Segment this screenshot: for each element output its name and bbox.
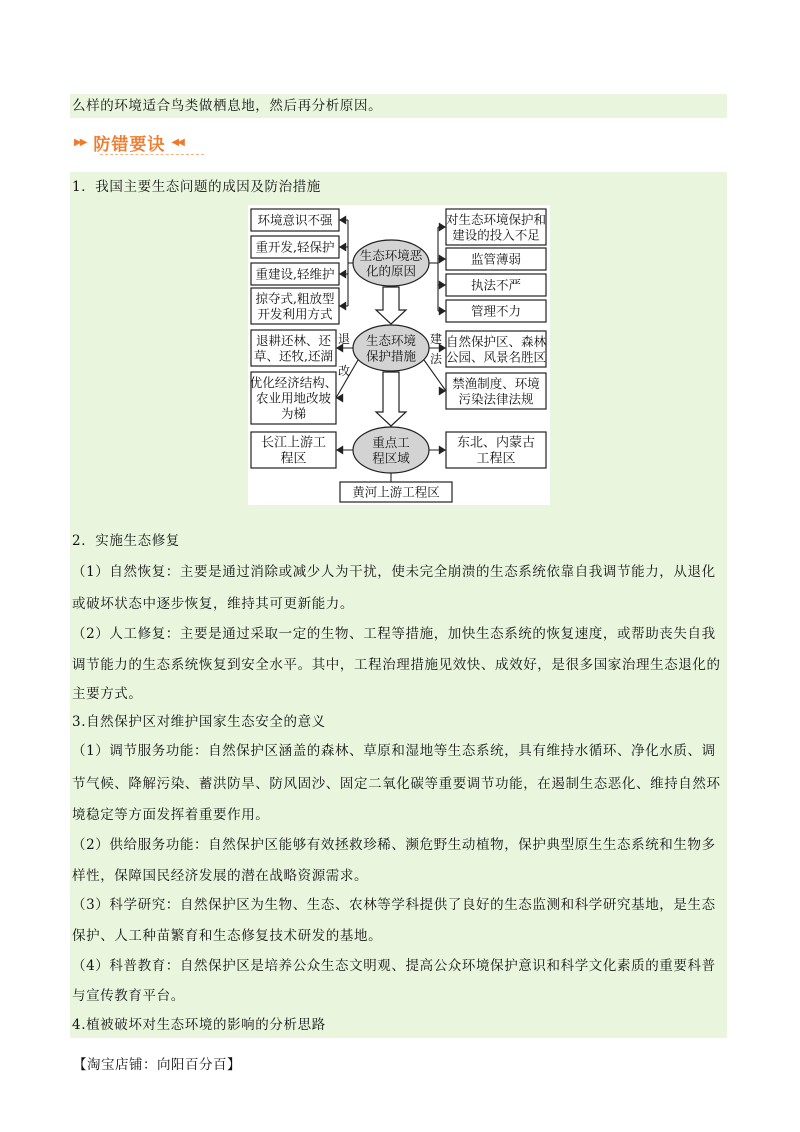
diagram-right-box-text: 建设的投入不足 [452,227,540,243]
diagram-ellipse-text: 保护措施 [365,348,417,364]
diagram-arrow-label: 建 [429,332,443,346]
diagram-right-box-text: 自然保护区、森林 [445,333,547,349]
diagram-left-box-text: 优化经济结构、 [249,375,338,390]
paragraph-line: 样性，保障国民经济发展的潜在战略资源需求。 [72,868,369,884]
section-title-1: 1．我国主要生态问题的成因及防治措施 [72,179,321,195]
diagram-right-box-text: 执法不严 [470,277,522,293]
diagram-right-box-text: 监管薄弱 [470,251,522,267]
diagram-left-box-text: 农业用地改坡 [255,390,332,406]
diagram-arrowhead [339,270,346,279]
section-title-3: 3.自然保护区对维护国家生态安全的意义 [72,714,326,730]
diagram-arrowhead [439,281,446,290]
diagram-left-box-text: 草、还牧,还湖 [254,348,333,364]
paragraph-line: （1）调节服务功能：自然保护区涵盖的森林、草原和湿地等生态系统，具有维持水循环、净化水质、调 [72,743,716,759]
diagram-arrow-label: 退 [337,332,351,346]
diagram-ellipse-text: 生态环境恶 [359,247,423,263]
diagram-left-box-text: 程区 [280,451,307,467]
paragraph-line: （2）人工修复：主要是通过采取一定的生物、工程等措施，加快生态系统的恢复速度，或帮助丧失自我 [72,626,716,642]
diagram-arrowhead [439,387,446,396]
diagram-arrowhead [439,223,446,232]
paragraph-line: （4）科普教育：自然保护区是培养公众生态文明观、提高公众环境保护意识和科学文化素质的重要科普 [72,958,716,974]
diagram-ellipse-text: 化的原因 [365,263,417,279]
diagram-arrowhead [336,394,343,403]
diagram-left-box-text: 重开发,轻保护 [255,239,335,255]
diagram-down-arrow [376,287,406,324]
paragraph-line: 节气候、降解污染、蓄洪防旱、防风固沙、固定二氧化碳等重要调节功能，在遏制生态恶化、维持自然环 [72,776,721,792]
diagram-ellipse-text: 生态环境 [365,332,417,348]
paragraph-line: 与宣传教育平台。 [72,988,185,1004]
diagram-ellipse-text: 程区域 [372,450,410,466]
paragraph-line: 主要方式。 [72,686,143,702]
section-title-2: 2．实施生态修复 [72,533,180,549]
diagram-down-arrow [376,372,406,426]
double-triangle-left-icon: ◀◀ [171,136,183,148]
diagram-svg [248,205,550,505]
paragraph-line: 调节能力的生态系统恢复到安全水平。其中，工程治理措施见效快、成效好，是很多国家治理生态退化的 [72,657,721,673]
diagram-arrowhead [439,446,446,455]
paragraph-line: （3）科学研究：自然保护区为生物、生态、农林等学科提供了良好的生态监测和科学研究基地，是生态 [72,897,716,913]
diagram-arrowhead [439,307,446,316]
paragraph-line: 保护、人工种苗繁育和生态修复技术研发的基地。 [72,928,383,944]
diagram-right-box-text: 对生态环境保护和 [445,211,547,227]
footer-shop-label: 【淘宝店铺：向阳百分百】 [73,1057,241,1073]
diagram-left-box-text: 退耕还林、还 [255,332,332,348]
diagram-arrowhead [339,216,346,225]
diagram-right-box-text: 禁渔制度、环境 [452,375,540,391]
diagram-left-box-text: 为梯 [280,406,307,421]
heading-underline [100,154,204,155]
diagram-left-box-text: 长江上游工 [260,435,327,451]
diagram-arrowhead [339,302,346,311]
diagram-left-box-text: 开发利用方式 [257,306,333,322]
section-heading [74,129,183,155]
double-triangle-right-icon: ▶▶ [74,136,86,148]
diagram-right-box-text: 东北、内蒙古 [456,435,536,451]
diagram-arrow-label: 法 [429,352,443,366]
diagram-ellipse-text: 重点工 [372,434,410,450]
paragraph-line: （1）自然恢复：主要是通过消除或减少人为干扰，使未完全崩溃的生态系统依靠自我调节能力，从退化 [72,564,716,580]
diagram-right-box-text: 污染法律法规 [458,391,534,407]
intro-line: 么样的环境适合鸟类做栖息地，然后再分析原因。 [72,98,383,114]
diagram-arrowhead [439,255,446,264]
paragraph-line: （2）供给服务功能：自然保护区能够有效拯救珍稀、濒危野生动植物，保护典型原生生态系统和生物多 [72,837,716,853]
diagram-right-box-text: 管理不力 [470,303,522,319]
diagram-right-box-text: 工程区 [476,451,516,467]
diagram-arrow-label: 改 [337,364,351,378]
diagram-right-box-text: 公园、风景名胜区 [445,349,547,365]
section-heading-title: 防错要诀 [93,134,166,155]
diagram-arrowhead [336,446,343,455]
diagram-left-box-text: 掠夺式,粗放型 [255,290,335,306]
diagram-arrowhead [339,243,346,252]
section-title-4: 4.植被破坏对生态环境的影响的分析思路 [72,1017,326,1033]
paragraph-line: 境稳定等方面发挥着重要作用。 [72,807,270,823]
ecology-diagram [248,205,550,505]
diagram-left-box-text: 重建设,轻维护 [255,266,335,282]
paragraph-line: 或破坏状态中逐步恢复，维持其可更新能力。 [72,596,354,612]
diagram-left-box-text: 环境意识不强 [257,212,333,228]
diagram-bottom-box-text: 黄河上游工程区 [352,484,440,500]
